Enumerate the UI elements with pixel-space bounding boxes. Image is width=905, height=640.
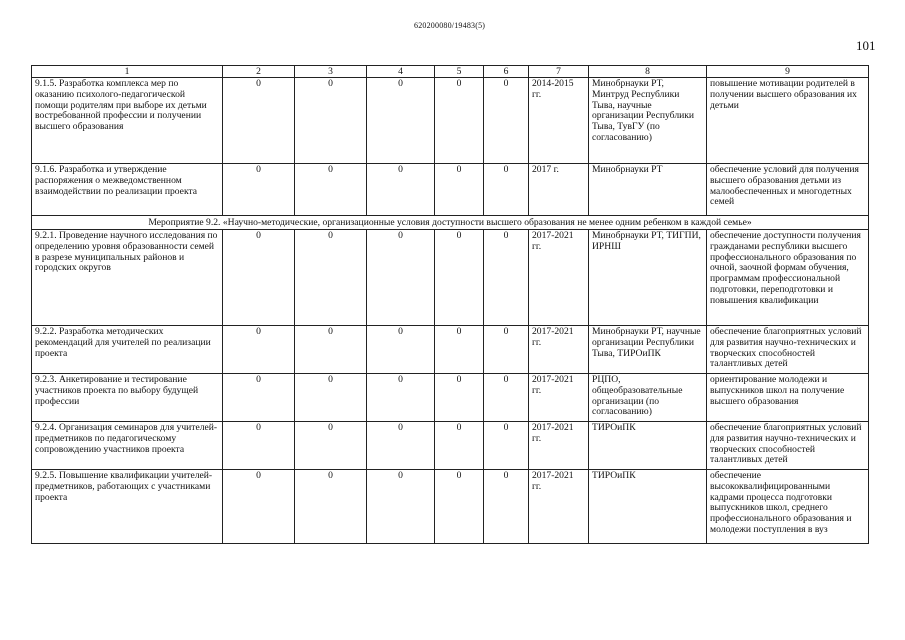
column-header: 1 (32, 66, 223, 78)
table-row (32, 326, 869, 374)
period-cell: 2017-2021 гг. (529, 470, 589, 544)
executor-cell: ТИРОиПК (589, 422, 707, 470)
measure-name: 9.2.2. Разработка методических рекомендаций для учителей по реализации проекта (32, 326, 223, 374)
value-cell: 0 (367, 230, 435, 326)
value-cell: 0 (435, 470, 484, 544)
value-cell: 0 (223, 78, 295, 164)
period-cell: 2017-2021 гг. (529, 374, 589, 422)
value-cell: 0 (367, 422, 435, 470)
column-header: 2 (223, 66, 295, 78)
table-row (32, 422, 869, 470)
value-cell: 0 (367, 164, 435, 216)
executor-cell: РЦПО, общеобразовательные организации (по согласованию) (589, 374, 707, 422)
measures-table (31, 65, 869, 544)
column-header: 8 (589, 66, 707, 78)
column-header: 9 (707, 66, 869, 78)
period-cell: 2017-2021 гг. (529, 422, 589, 470)
value-cell: 0 (295, 78, 367, 164)
value-cell: 0 (435, 164, 484, 216)
table-row (32, 374, 869, 422)
value-cell: 0 (484, 326, 529, 374)
value-cell: 0 (295, 374, 367, 422)
measure-name: 9.1.5. Разработка комплекса мер по оказанию психолого-педагогической помощи родителям при выборе их детьми востребованной профессии и получении высшего образования (32, 78, 223, 164)
result-cell: обеспечение условий для получения высшего образования детьми из малообеспеченных и многодетных семей (707, 164, 869, 216)
value-cell: 0 (484, 374, 529, 422)
value-cell: 0 (435, 230, 484, 326)
section-row (32, 216, 869, 230)
column-header: 5 (435, 66, 484, 78)
column-header: 4 (367, 66, 435, 78)
result-cell: обеспечение благоприятных условий для развития научно-технических и творческих способностей талантливых детей (707, 326, 869, 374)
period-cell: 2014-2015 гг. (529, 78, 589, 164)
value-cell: 0 (484, 470, 529, 544)
value-cell: 0 (435, 326, 484, 374)
value-cell: 0 (484, 422, 529, 470)
executor-cell: Минобрнауки РТ, ТИГПИ, ИРНШ (589, 230, 707, 326)
column-header: 3 (295, 66, 367, 78)
result-cell: ориентирование молодежи и выпускников школ на получение высшего образования (707, 374, 869, 422)
value-cell: 0 (435, 374, 484, 422)
period-cell: 2017-2021 гг. (529, 326, 589, 374)
value-cell: 0 (435, 78, 484, 164)
measure-name: 9.1.6. Разработка и утверждение распоряжения о межведомственном взаимодействии по реализации проекта (32, 164, 223, 216)
result-cell: обеспечение высококвалифицированными кадрами процесса подготовки выпускников школ, среднего профессионального образования и молодежи поступления в вуз (707, 470, 869, 544)
value-cell: 0 (223, 230, 295, 326)
period-cell: 2017 г. (529, 164, 589, 216)
value-cell: 0 (295, 164, 367, 216)
value-cell: 0 (367, 470, 435, 544)
value-cell: 0 (223, 326, 295, 374)
executor-cell: Минобрнауки РТ (589, 164, 707, 216)
table-row (32, 470, 869, 544)
executor-cell: Минобрнауки РТ, Минтруд Республики Тыва, научные организации Республики Тыва, ТувГУ (по согласованию) (589, 78, 707, 164)
executor-cell: ТИРОиПК (589, 470, 707, 544)
column-header: 7 (529, 66, 589, 78)
executor-cell: Минобрнауки РТ, научные организации Республики Тыва, ТИРОиПК (589, 326, 707, 374)
result-cell: повышение мотивации родителей в получении высшего образования их детьми (707, 78, 869, 164)
page-number: 101 (856, 38, 876, 53)
value-cell: 0 (367, 326, 435, 374)
value-cell: 0 (223, 374, 295, 422)
value-cell: 0 (367, 78, 435, 164)
measure-name: 9.2.3. Анкетирование и тестирование участников проекта по выбору будущей профессии (32, 374, 223, 422)
result-cell: обеспечение благоприятных условий для развития научно-технических и творческих способностей талантливых детей (707, 422, 869, 470)
column-header: 6 (484, 66, 529, 78)
value-cell: 0 (484, 78, 529, 164)
value-cell: 0 (295, 470, 367, 544)
measure-name: 9.2.5. Повышение квалификации учителей-предметников, работающих с участниками проекта (32, 470, 223, 544)
value-cell: 0 (435, 422, 484, 470)
table-row (32, 78, 869, 164)
value-cell: 0 (223, 470, 295, 544)
value-cell: 0 (223, 164, 295, 216)
period-cell: 2017-2021 гг. (529, 230, 589, 326)
table-row (32, 164, 869, 216)
column-number-row (32, 66, 869, 78)
section-title: Мероприятие 9.2. «Научно-методические, организационные условия доступности высшего образования не менее одним ребенком в каждой семье» (32, 216, 869, 230)
value-cell: 0 (484, 230, 529, 326)
measure-name: 9.2.4. Организация семинаров для учителей-предметников по педагогическому сопровождению участников проекта (32, 422, 223, 470)
value-cell: 0 (295, 422, 367, 470)
value-cell: 0 (367, 374, 435, 422)
value-cell: 0 (223, 422, 295, 470)
value-cell: 0 (484, 164, 529, 216)
table-row (32, 230, 869, 326)
document-id: 620200080/19483(5) (414, 21, 486, 30)
result-cell: обеспечение доступности получения гражданами республики высшего профессионального образования по очной, заочной формам обучения, программам профессиональной подготовки, переподготовки и повышения квалификации (707, 230, 869, 326)
value-cell: 0 (295, 326, 367, 374)
value-cell: 0 (295, 230, 367, 326)
measure-name: 9.2.1. Проведение научного исследования по определению уровня образованности семей в разрезе муниципальных районов и городских округов (32, 230, 223, 326)
